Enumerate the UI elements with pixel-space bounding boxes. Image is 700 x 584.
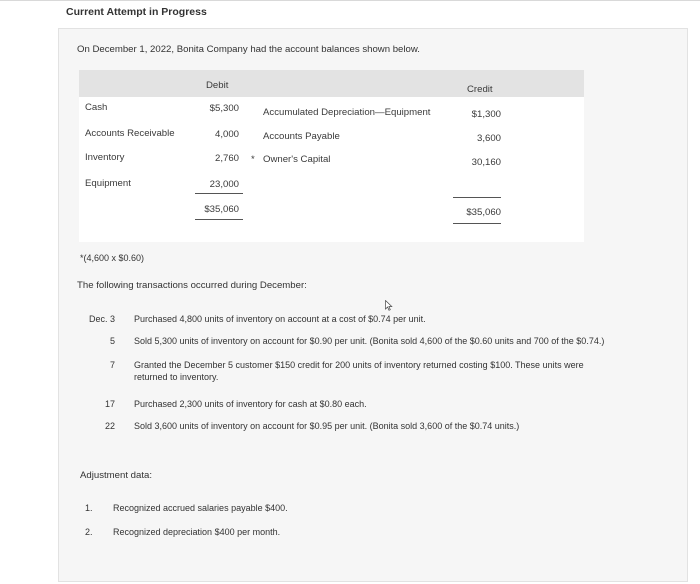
transaction-text-continued: returned to inventory.: [134, 372, 219, 382]
credit-account: Accumulated Depreciation—Equipment: [263, 107, 431, 118]
adjustment-title: Adjustment data:: [80, 470, 152, 481]
mouse-pointer-icon: [385, 300, 393, 311]
debit-account: Accounts Receivable: [85, 128, 175, 139]
inventory-marker: *: [251, 154, 255, 165]
transaction-date: 5: [109, 336, 115, 346]
debit-account: Cash: [85, 102, 108, 113]
transaction-date: 7: [109, 360, 115, 370]
adjustment-number: 1.: [85, 503, 93, 513]
debit-account: Equipment: [85, 178, 131, 189]
transaction-date: 17: [104, 399, 115, 409]
credit-total-rule: [453, 223, 501, 224]
credit-subtotal-rule: [453, 197, 501, 198]
debit-amount: 4,000: [214, 129, 239, 140]
debit-total: $35,060: [204, 204, 239, 215]
debit-total-rule: [195, 219, 243, 220]
transaction-text: Sold 3,600 units of inventory on account for $0.95 per unit. (Bonita sold 3,600 of the $0.74 units.): [134, 421, 520, 431]
debit-subtotal-rule: [195, 193, 243, 194]
credit-amount: 30,160: [471, 157, 501, 168]
problem-intro: On December 1, 2022, Bonita Company had the account balances shown below.: [77, 44, 420, 55]
transaction-date: 22: [104, 421, 115, 431]
adjustment-text: Recognized depreciation $400 per month.: [113, 527, 281, 537]
account-balances-table: [79, 70, 584, 242]
adjustment-number: 2.: [85, 527, 93, 537]
credit-total: $35,060: [466, 207, 501, 218]
debit-header: Debit: [206, 80, 229, 91]
transaction-text: Purchased 2,300 units of inventory for cash at $0.80 each.: [134, 399, 367, 409]
transaction-text: Granted the December 5 customer $150 credit for 200 units of inventory returned costing $100. These units were: [134, 360, 584, 370]
credit-account: Accounts Payable: [263, 131, 340, 142]
table-header-row: [79, 70, 584, 97]
debit-amount: 2,760: [214, 153, 239, 164]
debit-amount: $5,300: [209, 103, 239, 114]
inventory-footnote: *(4,600 x $0.60): [80, 253, 145, 263]
top-divider: [0, 0, 700, 1]
transactions-title: The following transactions occurred during December:: [77, 280, 307, 291]
debit-amount: 23,000: [209, 179, 239, 190]
transaction-text: Purchased 4,800 units of inventory on account at a cost of $0.74 per unit.: [134, 314, 426, 324]
credit-account: Owner's Capital: [263, 154, 331, 165]
credit-amount: 3,600: [476, 133, 501, 144]
transaction-text: Sold 5,300 units of inventory on account for $0.90 per unit. (Bonita sold 4,600 of the $0.60 units and 700 of the $0.74.): [134, 336, 605, 346]
credit-header: Credit: [467, 84, 493, 95]
debit-account: Inventory: [85, 152, 125, 163]
adjustment-text: Recognized accrued salaries payable $400.: [113, 503, 288, 513]
credit-amount: $1,300: [471, 109, 501, 120]
transaction-date: Dec. 3: [88, 314, 115, 324]
attempt-status: Current Attempt in Progress: [66, 6, 207, 18]
